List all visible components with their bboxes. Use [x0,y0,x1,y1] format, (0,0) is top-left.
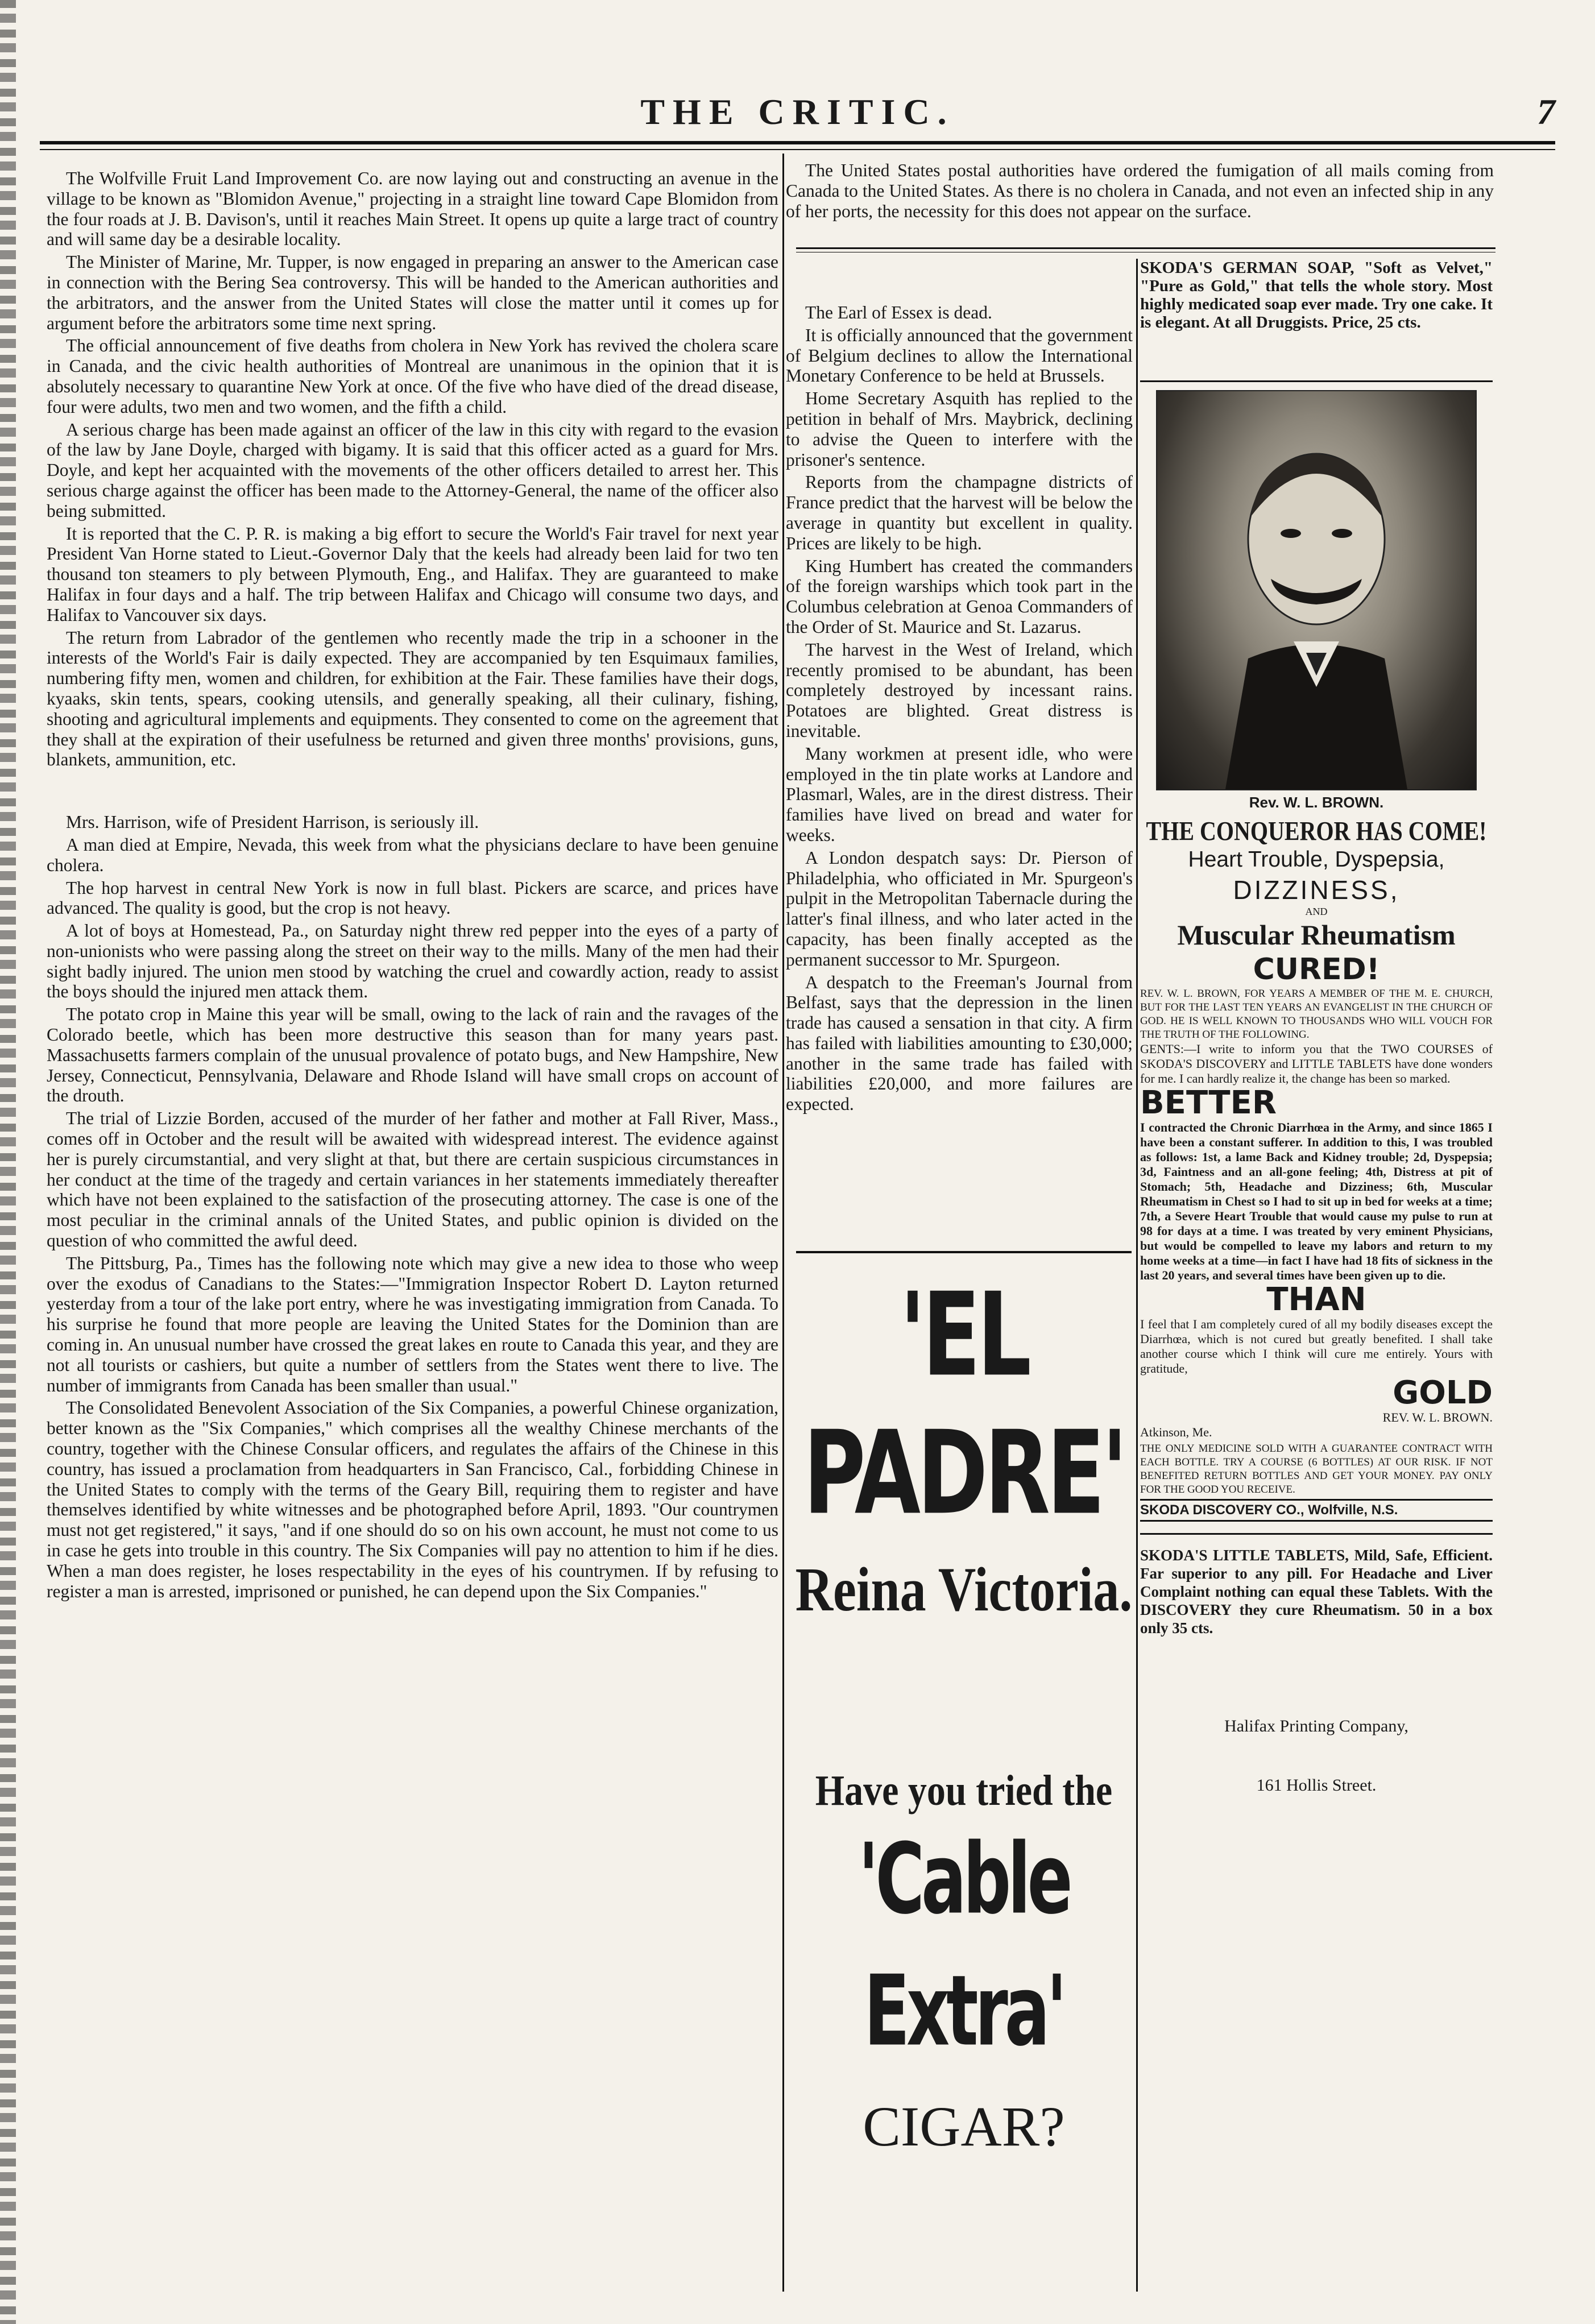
article-paragraph: King Humbert has created the commanders of the foreign warships which took part in the Columbus celebration at Genoa Commanders of the Order of St. Maurice and St. Lazarus. [786,556,1133,637]
middle-top-article [786,160,1494,223]
article-paragraph: A man died at Empire, Nevada, this week from what the physicians declare to have been genuine cholera. [47,834,778,875]
article-paragraph: The official announcement of five deaths from cholera in New York has revived the cholera scare in Canada, and the civic health authorities of Montreal are unanimous in the opinion that it is absolutely necessary to quarantine New York at once. Of the five who have died of the dread disease, four were adults, two men and two women, and the fifth a child. [47,335,778,417]
left-column [47,168,778,1604]
page-number: 7 [1537,92,1555,132]
and-label: AND [1305,906,1328,917]
than-word: THAN [1266,1281,1366,1318]
testimonial-signature: REV. W. L. BROWN. [1382,1410,1493,1424]
article-paragraph: The harvest in the West of Ireland, which recently promised to be abundant, has been completely destroyed by incessant rains. Potatoes are blighted. Great distress is inevitable. [786,639,1133,741]
article-paragraph: The Consolidated Benevolent Association of the Six Companies, a powerful Chinese organization, better known as the "Six Companies," which comprises all the wealthy Chinese merchants of the country, together with the Chinese Consular officers, and regulates the affairs of the Chinese in this country, has issued a proclamation from headquarters in San Francisco, Cal., forbidding Chinese in the United States to comply with the terms of the Geary Bill, requiring them to register and have themselves identified by white witnesses and be photographed before April, 1893. "Our countrymen must not get registered," it says, "and if one should do so on his own account, he must not come to us in case he gets into trouble in this country. The Six Companies will pay no attention to him if he dies. When a man does register, he loses respectability in the eyes of his countrymen. If by refusing to register a man is arrested, imprisoned or punished, he can depend upon the Six Companies." [47,1398,778,1601]
page-binding-edge [0,0,16,2324]
cigar-ad [793,1262,1134,2303]
rheumatism-headline: Muscular Rheumatism [1177,919,1456,951]
article-paragraph: The hop harvest in central New York is now in full blast. Pickers are scarce, and prices have advanced. The quality is good, but the crop is not heavy. [47,877,778,918]
dizziness-headline: DIZZINESS, [1233,875,1400,905]
guarantee-text: THE ONLY MEDICINE SOLD WITH A GUARANTEE CONTRACT WITH EACH BOTTLE. TRY A COURSE (6 BOTTLES) AT OUR RISK. IF NOT BENEFITED RETURN BOTTLES AND GET YOUR MONEY. PAY ONLY FOR THE GOOD YOU RECEIVE. [1140,1443,1493,1496]
article-paragraph: The Earl of Essex is dead. [805,303,992,322]
article-paragraph: Home Secretary Asquith has replied to the petition in behalf of Mrs. Maybrick, declining to advise the Queen to interfere with the prisoner's sentence. [786,388,1133,470]
article-paragraph: It is officially announced that the government of Belgium declines to allow the International Monetary Conference to be held at Brussels. [786,325,1133,386]
cigar-ad-cigar: CIGAR? [863,2095,1065,2158]
article-paragraph: The potato crop in Maine this year will be small, owing to the lack of rain and the ravages of the Colorado beetle, which has been more destructive this season than for many years past. Massachusetts farmers complain of the unusual provalence of potato bugs, and New Hampshire, New Jersey, Connecticut, Pennsylvania, Delaware and Rhode Island will have small crops on account of the drouth. [47,1004,778,1106]
article-paragraph: Reports from the champagne districts of France predict that the harvest will be below the average in quantity but excellent in quality. Prices are likely to be high. [786,472,1133,553]
article-paragraph: The Pittsburg, Pa., Times has the following note which may give a new idea to those who weep over the exodus of Canadians to the States:—"Immigration Inspector Robert D. Layton returned yesterday from a tour of the lake port entry, where he was investigating immigration from Canada. To his surprise he found that more people are leaving the United States for the Dominion than are coming in. An unusual number have crossed the great lakes en route to Canada this year, and they are not all tourists or cashiers, but quite a number of settlers from the States went there to live. The number of immigrants from Canada has been smaller than usual." [47,1253,778,1395]
column-divider-left [782,154,784,2292]
article-paragraph: A lot of boys at Homestead, Pa., on Saturday night threw red pepper into the eyes of a party of non-unionists who were passing along the street on their way to the mills. Many of the men had their sight badly injured. The union men stood by watching the cruel and cowardly action, ready to assist the boys should the injured men attack them. [47,921,778,1002]
article-paragraph: A London despatch says: Dr. Pierson of Philadelphia, who officiated in Mr. Spurgeon's pulpit in the Metropolitan Tabernacle during the latter's final illness, and who later acted in the capacity, has been finally accepted as the permanent successor to Mr. Spurgeon. [786,847,1133,970]
article-paragraph: The United States postal authorities have ordered the fumigation of all mails coming from Canada to the United States. As there is no cholera in Canada, and not even an infected ship in any of her ports, the necessity for this does not appear on the surface. [786,160,1494,221]
ad-separator [1140,1533,1493,1535]
section-gap [47,772,778,812]
testimonial-body-3: I feel that I am completely cured of all my bodily diseases except the Diarrhœa, which is not cured but greatly benefited. I shall take another course which I think will cure me entirely. Yours with gratitude, [1140,1317,1493,1376]
testimonial-body-2: I contracted the Chronic Diarrhœa in the Army, and since 1865 I have been a constant sufferer. In addition to this, I was troubled as follows: 1st, a lame Back and Kidney trouble; 2d, Dyspepsia; 3d, Faintness and an all-gone feeling; 4th, Distress at pit of Stomach; 5th, Headache and Dizziness; 6th, Muscular Rheumatism in Chest so I had to sit up in bed for weeks at a time; 7th, a Severe Heart Trouble that would cause my pulse to run at 98 for days at a time. I was treated by very eminent Physicians, but would be compelled to leave my labors and return to my home weeks at a time—in fact I have had 18 fits of sickness in the last 20 years, and several times have been given up to die. [1140,1120,1493,1282]
cigar-ad-have-you-tried: Have you tried the [815,1767,1113,1815]
heart-trouble-headline: Heart Trouble, Dyspepsia, [1188,847,1445,872]
portrait-caption: Rev. W. L. BROWN. [1249,794,1384,811]
printer-address: 161 Hollis Street. [1256,1776,1377,1795]
cured-headline: CURED! [1253,952,1380,987]
gold-word: GOLD [1393,1374,1493,1411]
testimonial-body-1: GENTS:—I write to inform you that the TWO COURSES of SKODA'S DISCOVERY and LITTLE TABLETS have done wonders for me. I can hardly realize it, the change has been so marked. [1140,1042,1493,1086]
article-paragraph: Many workmen at present idle, who were employed in the tin plate works at Landore and Plasmarl, Wales, are in the direst distress. Their families have lived on bread and water for weeks. [786,743,1133,845]
cigar-ad-reina-victoria: Reina Victoria. [795,1554,1133,1625]
tablets-ad: SKODA'S LITTLE TABLETS, Mild, Safe, Efficient. Far superior to any pill. For Headache and Liver Complaint nothing can equal these Tablets. With the DISCOVERY they cure Rheumatism. 50 in a box only 35 cts. [1140,1547,1493,1637]
column-divider-right [1136,259,1138,2292]
ad-separator [1140,380,1493,382]
article-paragraph: It is reported that the C. P. R. is making a big effort to secure the World's Fair travel for next year President Van Horne stated to Lieut.-Governor Daly that the keels had already been laid for two ten thousand ton steamers to ply between Plymouth, Eng., and Halifax. They are guaranteed to make Halifax in four days and a half. The trip between Halifax and Chicago will consume two days, and Halifax to Vancouver six days. [47,523,778,625]
middle-separator [796,247,1495,249]
article-paragraph: The trial of Lizzie Borden, accused of the murder of her father and mother at Fall River, Mass., comes off in October and the result will be awaited with widespread interest. The evidence against her is purely circumstantial, and very slight at that, but there are certain suspicious circumstances in her conduct at the time of the tragedy and certain variances in her statements immediately thereafter which have not been explained to the satisfaction of the prosecuting attorney. The case is one of the most peculiar in the criminal annals of the United States, and public opinion is divided on the question of who committed the awful deed. [47,1108,778,1251]
article-paragraph: Mrs. Harrison, wife of President Harrison, is seriously ill. [66,812,479,832]
better-word: BETTER [1140,1084,1277,1121]
header-rule-thick [40,141,1555,144]
cigar-ad-rule [796,1251,1132,1253]
middle-column [786,303,1133,1117]
conqueror-headline: THE CONQUEROR HAS COME! [1146,815,1487,847]
cigar-ad-el-padre: 'EL PADRE' [803,1269,1125,1540]
article-paragraph: The return from Labrador of the gentlemen who recently made the trip in a schooner in the interests of the World's Fair is daily expected. They are accompanied by ten Esquimaux families, numbering fifty men, women and children, for exhibition at the Fair. These families have their dogs, kyaaks, skin tents, spears, cooking utensils, and generally speaking, all their culinary, fishing, shooting and agricultural implements and equipments. They consented to come on the agreement that they shall at the expiration of their usefulness be returned and given three months' provisions, guns, blankets, ammunition, etc. [47,627,778,770]
company-line: SKODA DISCOVERY CO., Wolfville, N.S. [1140,1499,1493,1522]
portrait-engraving [1156,390,1477,790]
article-paragraph: A despatch to the Freeman's Journal from Belfast, says that the depression in the linen trade has caused a sensation in that city. A firm has failed with liabilities amounting to £30,000; another in the same trade has failed with liabilities £20,000, and more failures are expected. [786,972,1133,1115]
article-paragraph: The Minister of Marine, Mr. Tupper, is now engaged in preparing an answer to the American case in connection with the Bering Sea controversy. This will be handed to the American authorities and the arbitrators, and the answer from the United States will close the matter until it comes up for argument before the arbitrators some time next spring. [47,252,778,333]
header-rule-thin [40,149,1555,150]
article-paragraph: A serious charge has been made against an officer of the law in this city with regard to the evasion of the law by Jane Doyle, charged with bigamy. It is said that this officer acted as a guard for Mrs. Doyle, and kept her acquainted with the movements of the other officers detailed to arrest her. This serious charge against the officer has been made to the Attorney-General, the name of the officer also being submitted. [47,419,778,521]
right-column [1140,259,1493,1795]
testimonial-intro: REV. W. L. BROWN, FOR YEARS A MEMBER OF THE M. E. CHURCH, BUT FOR THE LAST TEN YEARS AN EVANGELIST IN THE CHURCH OF GOD. HE IS WELL KNOWN TO THOUSANDS WHO WILL VOUCH FOR THE TRUTH OF THE FOLLOWING. [1140,988,1493,1041]
masthead-title: THE CRITIC. [640,92,955,132]
cigar-ad-cable-extra: 'Cable Extra' [858,1821,1070,2068]
soap-ad: SKODA'S GERMAN SOAP, "Soft as Velvet," "Pure as Gold," that tells the whole story. Most highly medicated soap ever made. Try one cake. It is elegant. At all Druggists. Price, 25 cts. [1140,259,1493,332]
portrait-figure [1157,391,1476,789]
printer-name: Halifax Printing Company, [1224,1717,1408,1735]
testimonial-place: Atkinson, Me. [1140,1425,1212,1439]
article-paragraph: The Wolfville Fruit Land Improvement Co. are now laying out and constructing an avenue in the village to be known as "Blomidon Avenue," projecting in a straight line toward Cape Blomidon from the four roads at J. B. Davison's, until it reaches Main Street. It opens up quite a large tract of country and will same day be a desirable locality. [47,168,778,250]
